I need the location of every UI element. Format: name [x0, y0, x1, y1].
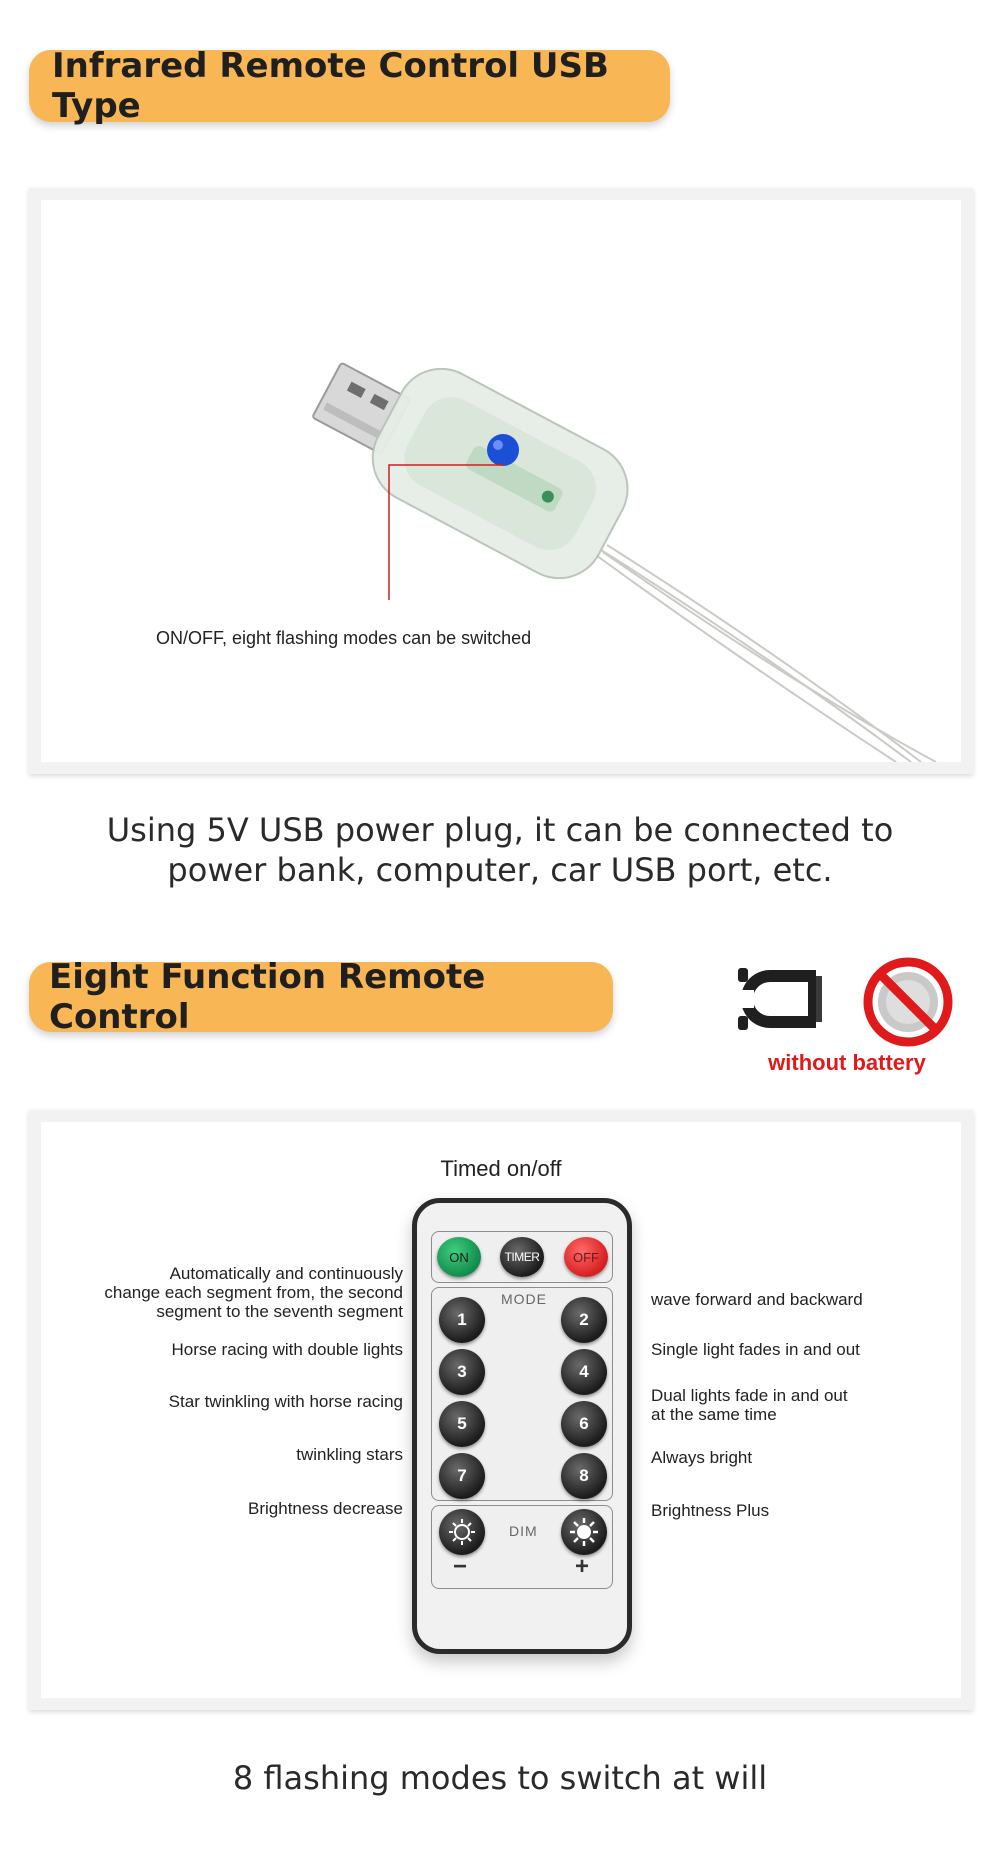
remote-diagram [41, 1122, 961, 1698]
mode-button-7[interactable]: 7 [439, 1453, 485, 1499]
section-heading-remote [29, 957, 613, 1037]
off-button[interactable]: OFF [564, 1237, 608, 1277]
usb-image-frame [29, 188, 973, 774]
mode-button-6[interactable]: 6 [561, 1401, 607, 1447]
cable-wires [596, 545, 936, 762]
no-battery-icon [862, 956, 954, 1048]
usb-callout-text: ON/OFF, eight flashing modes can be switched [156, 628, 532, 648]
timed-label: Timed on/off [440, 1156, 562, 1181]
sun-dim-icon [447, 1517, 477, 1547]
label-brightness-plus: Brightness Plus [651, 1501, 770, 1520]
remote-caption: 8 flashing modes to switch at will [232, 1759, 768, 1797]
label-brightness-decrease: Brightness decrease [248, 1499, 403, 1518]
label-mode-6: Dual lights fade in and out at the same time [651, 1386, 848, 1424]
dim-label: DIM [509, 1523, 538, 1539]
sun-bright-icon [569, 1517, 599, 1547]
label-mode-3: Horse racing with double lights [171, 1340, 403, 1359]
section-heading-usb-text: Infrared Remote Control USB Type [52, 46, 609, 126]
label-mode-5: Star twinkling with horse racing [168, 1392, 403, 1411]
dim-minus-button[interactable] [439, 1509, 485, 1555]
remote-control [412, 1198, 632, 1654]
label-mode-1: Automatically and continuously change each segment from, the second segment to the seventh segment [104, 1264, 403, 1321]
label-mode-8: Always bright [651, 1448, 753, 1467]
plus-sign: + [575, 1553, 590, 1580]
mode-button-icon [487, 434, 519, 466]
mode-button-1[interactable]: 1 [439, 1297, 485, 1343]
section-heading-usb [29, 46, 670, 126]
mode-label: MODE [501, 1291, 547, 1307]
usb-caption [0, 810, 1000, 890]
mode-button-2[interactable]: 2 [561, 1297, 607, 1343]
usb-controller-illustration [41, 200, 961, 762]
battery-clip-icon [734, 962, 834, 1038]
timer-button[interactable]: TIMER [500, 1237, 544, 1277]
mode-button-4[interactable]: 4 [561, 1349, 607, 1395]
usb-image [41, 200, 961, 762]
label-mode-7: twinkling stars [296, 1445, 403, 1464]
minus-sign: − [453, 1553, 468, 1580]
mode-button-5[interactable]: 5 [439, 1401, 485, 1447]
remote-image-frame [29, 1110, 973, 1710]
dim-plus-button[interactable] [561, 1509, 607, 1555]
usb-caption-line-1: Using 5V USB power plug, it can be connected to [106, 811, 894, 849]
label-mode-4: Single light fades in and out [651, 1340, 860, 1359]
label-mode-2: wave forward and backward [651, 1290, 863, 1309]
mode-button-8[interactable]: 8 [561, 1453, 607, 1499]
usb-caption-line-2: power bank, computer, car USB port, etc. [167, 851, 833, 889]
without-battery-label: without battery [768, 1050, 926, 1075]
on-button[interactable]: ON [437, 1237, 481, 1277]
section-heading-remote-text: Eight Function Remote Control [49, 957, 486, 1037]
mode-button-3[interactable]: 3 [439, 1349, 485, 1395]
